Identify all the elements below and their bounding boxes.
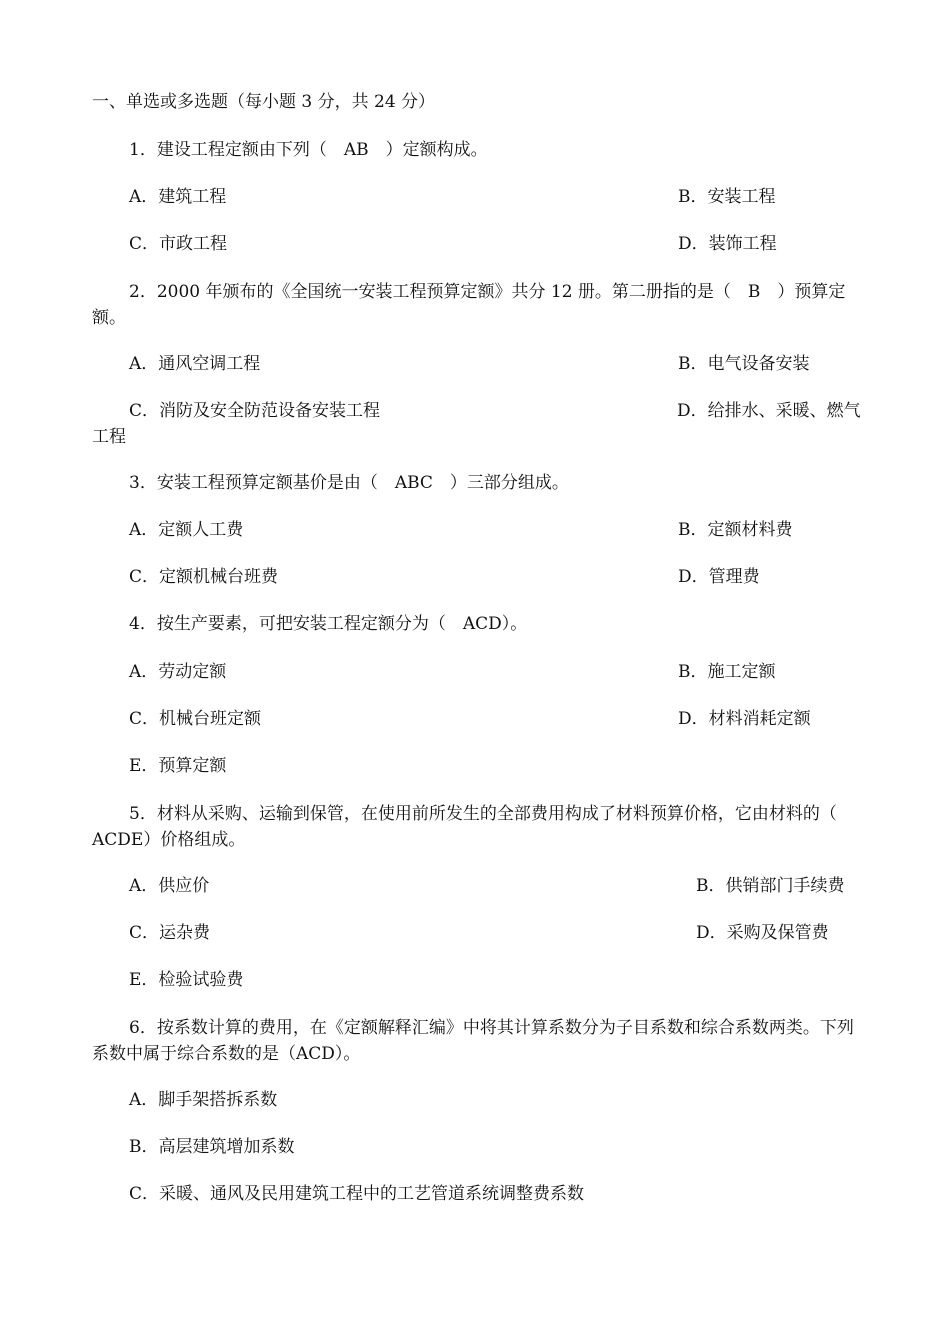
question-5-option-d: D．采购及保管费 (696, 923, 829, 943)
question-6-stem: 6．按系数计算的费用，在《定额解释汇编》中将其计算系数分为子目系数和综合系数两类。下列系数中属于综合系数的是（ACD）。 (92, 1018, 854, 1064)
question-5-option-e: E．检验试验费 (129, 970, 244, 990)
question-3-stem: 3．安装工程预算定额基价是由（ ABC ）三部分组成。 (129, 473, 569, 493)
question-4-option-e: E．预算定额 (129, 756, 227, 776)
question-3-option-a: A．定额人工费 (129, 520, 244, 540)
question-2-option-d: D．给排水、采暖、燃气工程 (92, 401, 861, 447)
question-3-option-b: B．定额材料费 (678, 520, 793, 540)
question-1-option-b: B．安装工程 (678, 187, 776, 207)
question-2-option-a: A．通风空调工程 (129, 354, 261, 374)
question-4-option-a: A．劳动定额 (129, 662, 227, 682)
question-5-stem: 5．材料从采购、运输到保管，在使用前所发生的全部费用构成了材料预算价格，它由材料的（ ACDE）价格组成。 (92, 804, 854, 850)
question-4-option-b: B．施工定额 (678, 662, 776, 682)
question-4-stem: 4．按生产要素，可把安装工程定额分为（ ACD）。 (129, 614, 528, 634)
section-title: 一、单选或多选题（每小题 3 分，共 24 分） (92, 92, 436, 112)
question-2-option-b: B．电气设备安装 (678, 354, 810, 374)
question-3-option-d: D．管理费 (678, 567, 760, 587)
question-1-option-a: A．建筑工程 (129, 187, 227, 207)
question-1-stem: 1．建设工程定额由下列（ AB ）定额构成。 (129, 140, 488, 160)
question-5-option-b: B．供销部门手续费 (696, 876, 845, 896)
question-6-option-c: C．采暖、通风及民用建筑工程中的工艺管道系统调整费系数 (129, 1184, 585, 1204)
question-1-option-d: D．装饰工程 (678, 234, 777, 254)
question-1-option-c: C．市政工程 (129, 234, 228, 254)
question-5-option-a: A．供应价 (129, 876, 210, 896)
question-4-option-d: D．材料消耗定额 (678, 709, 811, 729)
question-4-option-c: C．机械台班定额 (129, 709, 262, 729)
question-5-option-c: C．运杂费 (129, 923, 211, 943)
question-6-option-b: B．高层建筑增加系数 (129, 1137, 295, 1157)
question-6-option-a: A．脚手架搭拆系数 (129, 1090, 278, 1110)
question-3-option-c: C．定额机械台班费 (129, 567, 279, 587)
question-2-stem: 2．2000 年颁布的《全国统一安装工程预算定额》共分 12 册。第二册指的是（ B ）预算定额。 (92, 282, 846, 328)
question-2-option-c: C．消防及安全防范设备安装工程 (129, 401, 381, 421)
